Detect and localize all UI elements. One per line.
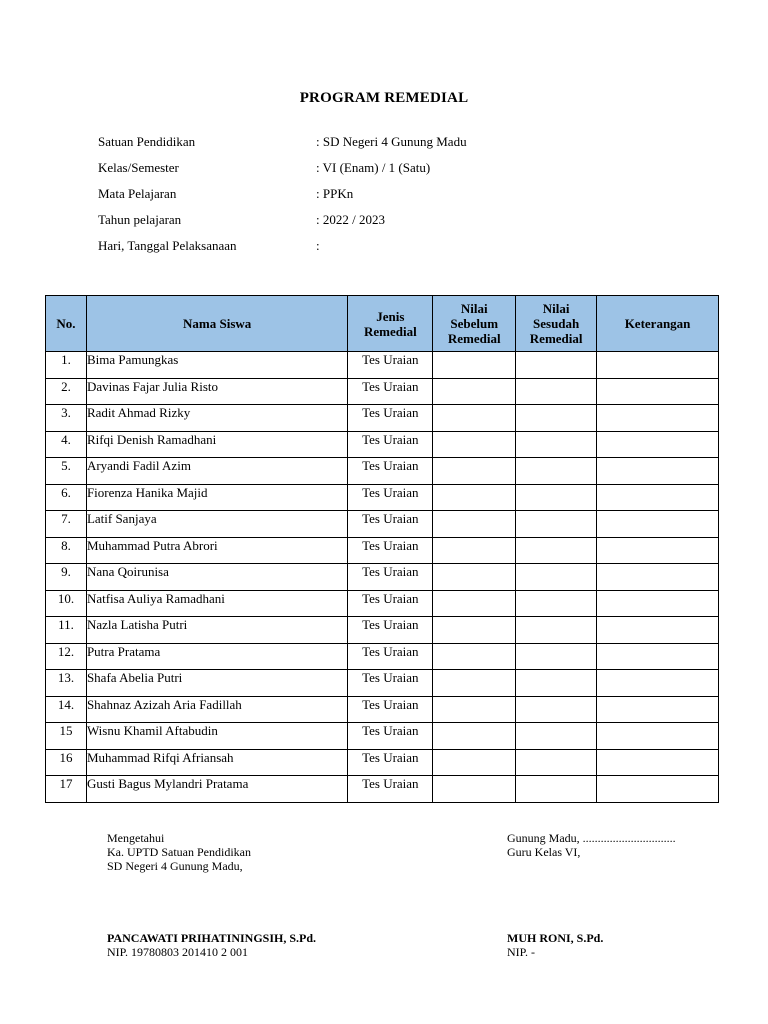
sig-left-line2: Ka. UPTD Satuan Pendidikan [107, 845, 251, 859]
info-row-kelas [98, 160, 467, 186]
table-row [46, 405, 719, 432]
cell-no: 3. [46, 405, 87, 432]
cell-no: 4. [46, 431, 87, 458]
cell-nama: Shafa Abelia Putri [86, 670, 347, 697]
cell-nilai-sesudah[interactable] [516, 537, 597, 564]
cell-no: 15 [46, 723, 87, 750]
cell-nilai-sebelum[interactable] [433, 405, 516, 432]
info-row-tahun [98, 212, 467, 238]
cell-nilai-sesudah[interactable] [516, 749, 597, 776]
cell-jenis: Tes Uraian [348, 431, 433, 458]
cell-jenis: Tes Uraian [348, 458, 433, 485]
cell-no: 17 [46, 776, 87, 803]
cell-nilai-sebelum[interactable] [433, 511, 516, 538]
cell-no: 9. [46, 564, 87, 591]
cell-keterangan[interactable] [597, 458, 719, 485]
cell-keterangan[interactable] [597, 537, 719, 564]
cell-nama: Bima Pamungkas [86, 352, 347, 379]
cell-nama: Nana Qoirunisa [86, 564, 347, 591]
cell-keterangan[interactable] [597, 670, 719, 697]
cell-no: 5. [46, 458, 87, 485]
cell-nilai-sebelum[interactable] [433, 484, 516, 511]
table-row [46, 352, 719, 379]
cell-nilai-sebelum[interactable] [433, 749, 516, 776]
cell-jenis: Tes Uraian [348, 776, 433, 803]
cell-nama: Shahnaz Azizah Aria Fadillah [86, 696, 347, 723]
cell-jenis: Tes Uraian [348, 352, 433, 379]
cell-nama: Latif Sanjaya [86, 511, 347, 538]
cell-nilai-sesudah[interactable] [516, 670, 597, 697]
sig-left-line3: SD Negeri 4 Gunung Madu, [107, 859, 243, 873]
table-header-row [46, 296, 719, 352]
info-row-hari [98, 238, 467, 264]
cell-keterangan[interactable] [597, 776, 719, 803]
table-row [46, 617, 719, 644]
cell-no: 13. [46, 670, 87, 697]
cell-no: 2. [46, 378, 87, 405]
cell-no: 1. [46, 352, 87, 379]
cell-nilai-sebelum[interactable] [433, 643, 516, 670]
cell-nama: Natfisa Auliya Ramadhani [86, 590, 347, 617]
cell-jenis: Tes Uraian [348, 405, 433, 432]
cell-keterangan[interactable] [597, 749, 719, 776]
table-row [46, 484, 719, 511]
cell-nilai-sesudah[interactable] [516, 352, 597, 379]
table-row [46, 723, 719, 750]
info-label: Mata Pelajaran [98, 186, 177, 201]
cell-nilai-sesudah[interactable] [516, 696, 597, 723]
cell-nama: Wisnu Khamil Aftabudin [86, 723, 347, 750]
cell-no: 10. [46, 590, 87, 617]
cell-keterangan[interactable] [597, 723, 719, 750]
cell-nilai-sebelum[interactable] [433, 590, 516, 617]
cell-nilai-sebelum[interactable] [433, 723, 516, 750]
header-jenis-remedial: Jenis Remedial [348, 296, 433, 352]
cell-nilai-sebelum[interactable] [433, 776, 516, 803]
header-no: No. [46, 296, 87, 352]
cell-keterangan[interactable] [597, 431, 719, 458]
info-value: : [316, 238, 320, 253]
cell-jenis: Tes Uraian [348, 696, 433, 723]
cell-jenis: Tes Uraian [348, 511, 433, 538]
cell-nilai-sebelum[interactable] [433, 378, 516, 405]
cell-nilai-sesudah[interactable] [516, 405, 597, 432]
cell-keterangan[interactable] [597, 352, 719, 379]
cell-jenis: Tes Uraian [348, 564, 433, 591]
cell-nilai-sebelum[interactable] [433, 670, 516, 697]
cell-nama: Davinas Fajar Julia Risto [86, 378, 347, 405]
cell-nilai-sebelum[interactable] [433, 537, 516, 564]
info-value: : SD Negeri 4 Gunung Madu [316, 134, 467, 149]
table-row [46, 590, 719, 617]
signature-right-name-block [507, 931, 603, 959]
info-block [98, 134, 467, 264]
cell-jenis: Tes Uraian [348, 484, 433, 511]
table-row [46, 670, 719, 697]
cell-keterangan[interactable] [597, 378, 719, 405]
info-value: : PPKn [316, 186, 354, 201]
sig-right-nip: NIP. - [507, 945, 536, 959]
info-label: Satuan Pendidikan [98, 134, 196, 149]
header-nilai-sebelum: Nilai Sebelum Remedial [433, 296, 516, 352]
cell-keterangan[interactable] [597, 590, 719, 617]
cell-nilai-sesudah[interactable] [516, 590, 597, 617]
info-label: Tahun pelajaran [98, 212, 182, 227]
sig-right-line1: Gunung Madu, ............................... [507, 831, 676, 845]
cell-nilai-sesudah[interactable] [516, 643, 597, 670]
cell-no: 7. [46, 511, 87, 538]
table-row [46, 776, 719, 803]
cell-jenis: Tes Uraian [348, 749, 433, 776]
header-keterangan: Keterangan [597, 296, 719, 352]
cell-jenis: Tes Uraian [348, 590, 433, 617]
cell-keterangan[interactable] [597, 617, 719, 644]
cell-keterangan[interactable] [597, 484, 719, 511]
info-row-satuan [98, 134, 467, 160]
info-label: Hari, Tanggal Pelaksanaan [98, 238, 237, 253]
cell-nama: Radit Ahmad Rizky [86, 405, 347, 432]
cell-nilai-sesudah[interactable] [516, 431, 597, 458]
cell-keterangan[interactable] [597, 511, 719, 538]
info-value: : 2022 / 2023 [316, 212, 385, 227]
info-value: : VI (Enam) / 1 (Satu) [316, 160, 431, 175]
cell-no: 12. [46, 643, 87, 670]
signature-left-name-block [107, 931, 316, 959]
cell-nama: Aryandi Fadil Azim [86, 458, 347, 485]
table-row [46, 643, 719, 670]
cell-nama: Putra Pratama [86, 643, 347, 670]
sig-left-line1: Mengetahui [107, 831, 165, 845]
table-row [46, 537, 719, 564]
table-row [46, 378, 719, 405]
sig-left-name: PANCAWATI PRIHATININGSIH, S.Pd. [107, 931, 317, 945]
cell-nama: Rifqi Denish Ramadhani [86, 431, 347, 458]
cell-no: 14. [46, 696, 87, 723]
remedial-table [45, 295, 719, 803]
cell-keterangan[interactable] [597, 696, 719, 723]
table-row [46, 564, 719, 591]
cell-nilai-sesudah[interactable] [516, 617, 597, 644]
cell-nama: Gusti Bagus Mylandri Pratama [86, 776, 347, 803]
info-row-mapel [98, 186, 467, 212]
cell-nilai-sesudah[interactable] [516, 378, 597, 405]
info-label: Kelas/Semester [98, 160, 179, 175]
cell-jenis: Tes Uraian [348, 723, 433, 750]
cell-no: 8. [46, 537, 87, 564]
cell-nilai-sesudah[interactable] [516, 511, 597, 538]
header-nama-siswa: Nama Siswa [86, 296, 347, 352]
cell-no: 11. [46, 617, 87, 644]
cell-keterangan[interactable] [597, 564, 719, 591]
signature-right-heading [507, 831, 676, 859]
cell-jenis: Tes Uraian [348, 643, 433, 670]
cell-no: 16 [46, 749, 87, 776]
table-row [46, 696, 719, 723]
document-title: PROGRAM REMEDIAL [299, 90, 469, 106]
cell-nilai-sebelum[interactable] [433, 352, 516, 379]
cell-jenis: Tes Uraian [348, 617, 433, 644]
cell-nilai-sebelum[interactable] [433, 696, 516, 723]
cell-nilai-sesudah[interactable] [516, 723, 597, 750]
table-row [46, 749, 719, 776]
sig-left-nip: NIP. 19780803 201410 2 001 [107, 945, 249, 959]
cell-nilai-sesudah[interactable] [516, 484, 597, 511]
table-row [46, 431, 719, 458]
cell-nama: Fiorenza Hanika Majid [86, 484, 347, 511]
table-row [46, 511, 719, 538]
cell-jenis: Tes Uraian [348, 670, 433, 697]
cell-nama: Muhammad Rifqi Afriansah [86, 749, 347, 776]
cell-jenis: Tes Uraian [348, 537, 433, 564]
cell-nilai-sesudah[interactable] [516, 458, 597, 485]
header-nilai-sesudah: Nilai Sesudah Remedial [516, 296, 597, 352]
cell-nilai-sesudah[interactable] [516, 776, 597, 803]
sig-right-line2: Guru Kelas VI, [507, 845, 581, 859]
cell-keterangan[interactable] [597, 405, 719, 432]
cell-nilai-sebelum[interactable] [433, 617, 516, 644]
cell-nilai-sebelum[interactable] [433, 564, 516, 591]
cell-nilai-sebelum[interactable] [433, 458, 516, 485]
cell-no: 6. [46, 484, 87, 511]
cell-nilai-sebelum[interactable] [433, 431, 516, 458]
cell-nama: Nazla Latisha Putri [86, 617, 347, 644]
signature-left-heading [107, 831, 251, 873]
cell-keterangan[interactable] [597, 643, 719, 670]
cell-jenis: Tes Uraian [348, 378, 433, 405]
table-row [46, 458, 719, 485]
sig-right-name: MUH RONI, S.Pd. [507, 931, 604, 945]
cell-nama: Muhammad Putra Abrori [86, 537, 347, 564]
cell-nilai-sesudah[interactable] [516, 564, 597, 591]
